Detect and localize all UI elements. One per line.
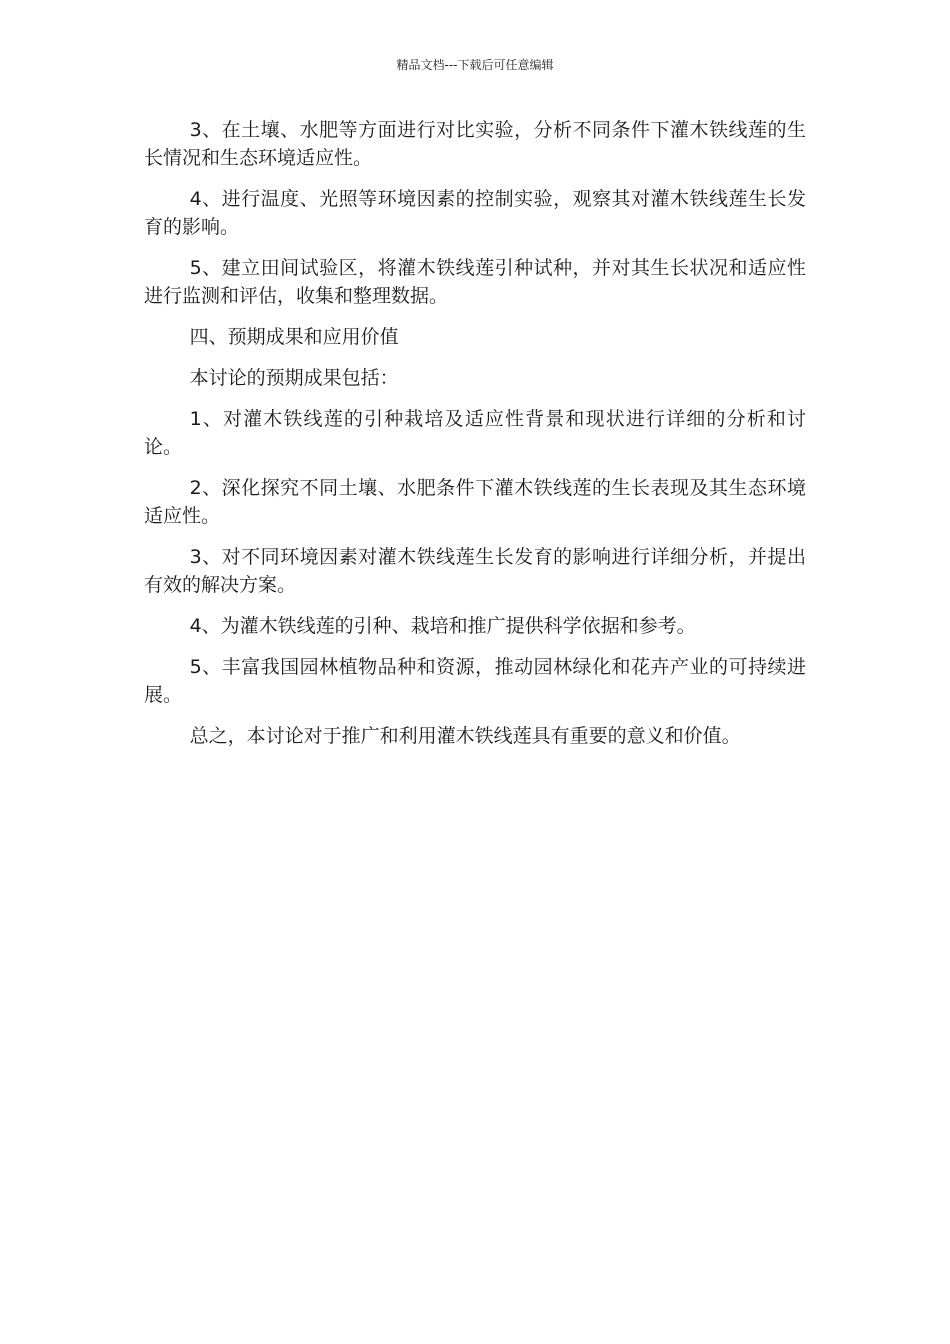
section-heading-expected-results: 四、预期成果和应用价值 [189,326,399,348]
paragraph-result-5: 5、丰富我国园林植物品种和资源，推动园林绿化和花卉产业的可持续进展。 [144,656,806,706]
paragraph-result-1: 1、对灌木铁线莲的引种栽培及适应性背景和现状进行详细的分析和讨论。 [144,408,806,458]
paragraph-result-3: 3、对不同环境因素对灌木铁线莲生长发育的影响进行详细分析，并提出有效的解决方案。 [144,546,806,596]
document-body [144,116,806,763]
paragraph-result-4: 4、为灌木铁线莲的引种、栽培和推广提供科学依据和参考。 [189,615,696,637]
paragraph-results-intro: 本讨论的预期成果包括： [189,367,399,389]
page-header: 精品文档---下载后可任意编辑 [396,58,554,72]
paragraph-conclusion: 总之，本讨论对于推广和利用灌木铁线莲具有重要的意义和价值。 [189,725,741,747]
paragraph-method-4: 4、进行温度、光照等环境因素的控制实验，观察其对灌木铁线莲生长发育的影响。 [144,188,806,238]
paragraph-method-5: 5、建立田间试验区，将灌木铁线莲引种试种，并对其生长状况和适应性进行监测和评估，收集和整理数据。 [144,257,806,307]
paragraph-method-3: 3、在土壤、水肥等方面进行对比实验，分析不同条件下灌木铁线莲的生长情况和生态环境适应性。 [144,119,806,169]
paragraph-result-2: 2、深化探究不同土壤、水肥条件下灌木铁线莲的生长表现及其生态环境适应性。 [144,477,806,527]
